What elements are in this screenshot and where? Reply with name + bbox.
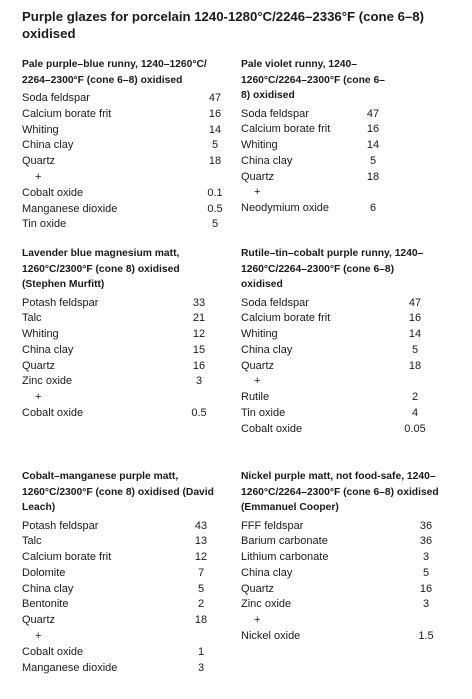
plus-separator: [241, 374, 435, 390]
ingredient-row: [241, 154, 393, 170]
ingredient-name: Tin oxide: [241, 407, 286, 420]
ingredient-row: [22, 374, 219, 390]
ingredient-name: Whiting: [241, 328, 278, 341]
recipe-title: Pale violet runny, 1240–1260°C/2264–2300°F (cone 6–8) oxidised: [241, 59, 385, 101]
ingredient-amount: 12: [192, 328, 206, 341]
recipe-title: Cobalt–manganese purple matt, 1260°C/2300°F (cone 8) oxidised (David Leach): [22, 471, 214, 513]
recipe-card: [22, 57, 235, 233]
ingredient-amount: 12: [194, 551, 208, 564]
ingredient-amount: 36: [419, 519, 433, 532]
plus-sign: +: [254, 375, 261, 388]
ingredient-name: Talc: [22, 535, 42, 548]
ingredient-row: [241, 296, 435, 312]
ingredient-name: Cobalt oxide: [22, 407, 84, 420]
ingredient-amount: 5: [211, 139, 219, 152]
plus-separator: [241, 185, 393, 201]
ingredient-row: [241, 582, 446, 598]
ingredient-name: Lithium carbonate: [241, 551, 329, 564]
ingredient-name: Nickel oxide: [241, 630, 301, 643]
plus-sign: +: [35, 630, 42, 643]
ingredient-amount: 18: [366, 170, 380, 183]
ingredient-row: [241, 138, 393, 154]
ingredient-amount: 0.5: [207, 202, 223, 215]
ingredient-name: Zinc oxide: [22, 375, 73, 388]
ingredient-amount: 5: [411, 343, 419, 356]
ingredient-name: Calcium borate frit: [22, 107, 112, 120]
ingredient-row: [241, 566, 446, 582]
ingredient-amount: 1: [197, 645, 205, 658]
ingredient-row: [241, 422, 435, 438]
ingredient-row: [22, 550, 221, 566]
ingredient-amount: 0.5: [191, 407, 207, 420]
ingredient-amount: 33: [192, 296, 206, 309]
ingredient-name: Manganese dioxide: [22, 202, 118, 215]
ingredient-amount: 16: [366, 123, 380, 136]
ingredient-amount: 14: [208, 123, 222, 136]
ingredient-row: [241, 327, 435, 343]
plus-sign: +: [254, 614, 261, 627]
ingredient-row: [241, 122, 393, 138]
ingredient-row: [241, 311, 435, 327]
ingredient-name: Dolomite: [22, 566, 66, 579]
ingredient-row: [22, 202, 235, 218]
ingredient-amount: 4: [411, 407, 419, 420]
ingredient-row: [22, 217, 235, 233]
plus-sign: +: [35, 170, 42, 183]
ingredient-row: [241, 597, 446, 613]
ingredient-amount: 3: [422, 598, 430, 611]
ingredient-row: [22, 661, 221, 677]
ingredient-row: [22, 519, 221, 535]
ingredient-row: [22, 566, 221, 582]
ingredient-amount: 5: [211, 218, 219, 231]
ingredient-name: Neodymium oxide: [241, 202, 330, 215]
ingredient-amount: 5: [369, 154, 377, 167]
recipe-card: [22, 469, 221, 676]
plus-separator: [22, 170, 235, 186]
ingredient-row: [22, 311, 219, 327]
ingredient-row: [241, 534, 446, 550]
ingredient-name: Talc: [22, 312, 42, 325]
ingredient-name: Calcium borate frit: [241, 123, 331, 136]
ingredient-row: [22, 343, 219, 359]
ingredient-row: [22, 534, 221, 550]
ingredient-amount: 21: [192, 312, 206, 325]
ingredient-name: Barium carbonate: [241, 535, 328, 548]
ingredient-name: Cobalt oxide: [241, 422, 303, 435]
ingredient-name: FFF feldspar: [241, 519, 304, 532]
recipe-title: Lavender blue magnesium matt, 1260°C/2300°F (cone 8) oxidised (Stephen Murfitt): [22, 248, 180, 290]
ingredient-amount: 15: [192, 343, 206, 356]
ingredient-name: Quartz: [241, 582, 275, 595]
ingredient-name: China clay: [22, 343, 74, 356]
ingredient-amount: 13: [194, 535, 208, 548]
ingredient-amount: 1.5: [418, 630, 434, 643]
ingredient-row: [22, 186, 235, 202]
ingredient-row: [241, 550, 446, 566]
ingredient-row: [22, 107, 235, 123]
recipe-card: [22, 246, 219, 422]
ingredient-row: [241, 406, 435, 422]
recipe-title: Pale purple–blue runny, 1240–1260°C/ 2264–2300°F (cone 6–8) oxidised: [22, 59, 207, 86]
ingredient-row: [22, 154, 235, 170]
recipe-card: [241, 246, 435, 438]
ingredient-amount: 47: [366, 107, 380, 120]
ingredient-amount: 2: [197, 598, 205, 611]
ingredient-name: Quartz: [241, 359, 275, 372]
ingredient-name: Whiting: [22, 328, 59, 341]
ingredient-name: Zinc oxide: [241, 598, 292, 611]
ingredient-row: [241, 170, 393, 186]
ingredient-row: [22, 645, 221, 661]
ingredient-amount: 3: [197, 661, 205, 674]
ingredient-row: [22, 123, 235, 139]
ingredient-name: Calcium borate frit: [241, 312, 331, 325]
ingredient-amount: 6: [369, 202, 377, 215]
ingredient-amount: 16: [419, 582, 433, 595]
ingredient-amount: 18: [194, 614, 208, 627]
ingredient-name: Cobalt oxide: [22, 645, 84, 658]
ingredient-row: [241, 359, 435, 375]
ingredient-row: [241, 343, 435, 359]
ingredient-name: Soda feldspar: [241, 107, 309, 120]
ingredient-name: China clay: [241, 343, 293, 356]
ingredient-row: [241, 201, 393, 217]
ingredient-name: Manganese dioxide: [22, 661, 118, 674]
plus-sign: +: [35, 391, 42, 404]
ingredient-row: [22, 582, 221, 598]
ingredient-amount: 3: [195, 375, 203, 388]
ingredient-amount: 3: [422, 551, 430, 564]
ingredient-name: Tin oxide: [22, 218, 67, 231]
ingredient-name: Potash feldspar: [22, 296, 99, 309]
ingredient-name: China clay: [241, 566, 293, 579]
ingredient-row: [241, 390, 435, 406]
ingredient-name: China clay: [241, 154, 293, 167]
ingredient-row: [241, 629, 446, 645]
ingredient-name: Potash feldspar: [22, 519, 99, 532]
ingredient-amount: 36: [419, 535, 433, 548]
ingredient-name: Whiting: [241, 139, 278, 152]
ingredient-name: Quartz: [22, 614, 56, 627]
ingredient-row: [22, 359, 219, 375]
page-title: Purple glazes for porcelain 1240-1280°C/2246–2336°F (cone 6–8) oxidised: [22, 9, 424, 41]
ingredient-name: Quartz: [22, 359, 56, 372]
ingredient-amount: 47: [408, 296, 422, 309]
recipe-card: [241, 469, 446, 645]
ingredient-amount: 5: [422, 566, 430, 579]
ingredient-amount: 18: [408, 359, 422, 372]
ingredient-amount: 16: [408, 312, 422, 325]
ingredient-row: [22, 406, 219, 422]
ingredient-amount: 5: [197, 582, 205, 595]
ingredient-name: Quartz: [22, 155, 56, 168]
ingredient-amount: 14: [408, 328, 422, 341]
ingredient-row: [241, 107, 393, 123]
ingredient-name: Cobalt oxide: [22, 186, 84, 199]
ingredient-name: Soda feldspar: [22, 92, 90, 104]
ingredient-amount: 47: [208, 92, 222, 104]
recipe-card: [241, 57, 393, 217]
ingredient-amount: 2: [411, 391, 419, 404]
ingredient-name: China clay: [22, 582, 74, 595]
ingredient-name: Soda feldspar: [241, 296, 309, 309]
ingredient-name: Rutile: [241, 391, 270, 404]
ingredient-row: [22, 597, 221, 613]
recipe-title: Nickel purple matt, not food-safe, 1240–1260°C/2264–2300°F (cone 6–8) oxidised (Emmanuel Cooper): [241, 471, 439, 513]
plus-separator: [241, 613, 446, 629]
ingredient-row: [22, 296, 219, 312]
ingredient-amount: 0.05: [404, 422, 426, 435]
ingredient-row: [22, 327, 219, 343]
ingredient-name: China clay: [22, 139, 74, 152]
ingredient-amount: 7: [197, 566, 205, 579]
ingredient-row: [22, 91, 235, 107]
plus-separator: [22, 629, 221, 645]
ingredient-amount: 16: [208, 107, 222, 120]
ingredient-amount: 14: [366, 139, 380, 152]
ingredient-name: Bentonite: [22, 598, 69, 611]
ingredient-name: Whiting: [22, 123, 59, 136]
ingredient-amount: 18: [208, 155, 222, 168]
ingredient-row: [22, 138, 235, 154]
plus-separator: [22, 390, 219, 406]
ingredient-name: Calcium borate frit: [22, 551, 112, 564]
ingredient-row: [241, 519, 446, 535]
ingredient-amount: 0.1: [207, 186, 223, 199]
recipe-title: Rutile–tin–cobalt purple runny, 1240–1260°C/2264–2300°F (cone 6–8) oxidised: [241, 248, 424, 290]
ingredient-name: Quartz: [241, 170, 275, 183]
ingredient-row: [22, 613, 221, 629]
ingredient-amount: 43: [194, 519, 208, 532]
ingredient-amount: 16: [192, 359, 206, 372]
plus-sign: +: [254, 186, 261, 199]
